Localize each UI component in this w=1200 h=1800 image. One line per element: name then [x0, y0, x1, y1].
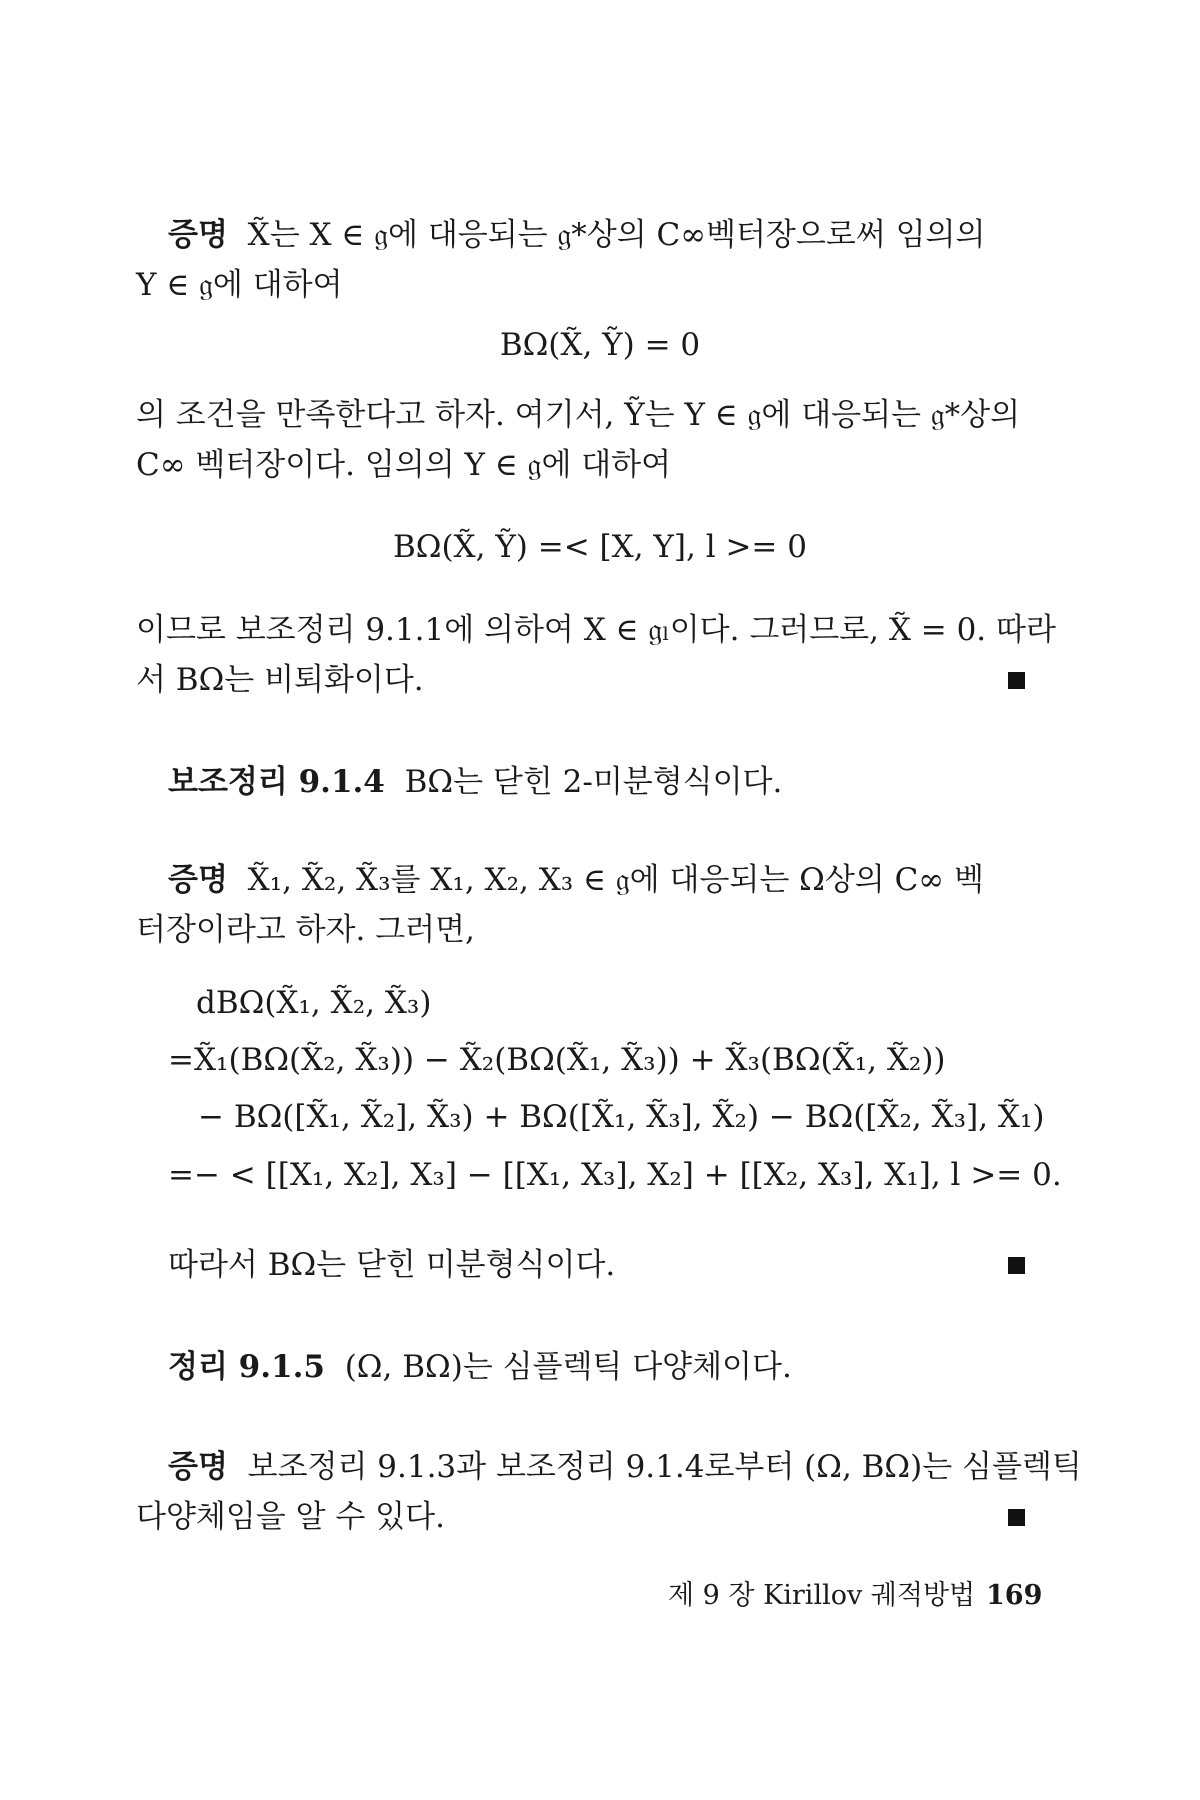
- theorem-label: 정리 9.1.5: [168, 1349, 325, 1385]
- proof1-text1: X̃는 X ∈ 𝔤에 대응되는 𝔤*상의 C∞벡터장으로써 임의의: [247, 217, 986, 253]
- proof1-line5: 이므로 보조정리 9.1.1에 의하여 X ∈ 𝔤ₗ이다. 그러므로, X̃ = 0. 따라: [136, 612, 1056, 648]
- proof2-line1: [168, 860, 1068, 900]
- equation-nondegenerate-condition: BΩ(X̃, Ỹ) = 0: [499, 327, 701, 363]
- proof3-text1: 보조정리 9.1.3과 보조정리 9.1.4로부터 (Ω, BΩ)는 심플렉틱: [247, 1449, 1082, 1485]
- equation-expansion-line2: − BΩ([X̃₁, X̃₂], X̃₃) + BΩ([X̃₁, X̃₃], X̃₂) − BΩ([X̃₂, X̃₃], X̃₁): [198, 1099, 1045, 1135]
- proof2-line3: 따라서 BΩ는 닫힌 미분형식이다.: [168, 1247, 616, 1283]
- equation-jacobi-identity: =− < [[X₁, X₂], X₃] − [[X₁, X₃], X₂] + [[X₂, X₃], X₁], l >= 0.: [168, 1157, 1062, 1193]
- lemma-9-1-4: [168, 762, 1068, 802]
- proof3-head: 증명: [168, 1449, 228, 1485]
- proof1-line4: C∞ 벡터장이다. 임의의 Y ∈ 𝔤에 대하여: [136, 447, 672, 483]
- proof3-line2: 다양체임을 알 수 있다.: [136, 1499, 445, 1535]
- proof1-line3: 의 조건을 만족한다고 하자. 여기서, Ỹ는 Y ∈ 𝔤에 대응되는 𝔤*상의: [136, 397, 1021, 433]
- qed-square-icon: [1008, 1509, 1025, 1526]
- equation-bracket-pairing: BΩ(X̃, Ỹ) =< [X, Y], l >= 0: [392, 529, 807, 565]
- running-footer-chapter: 제 9 장 Kirillov 궤적방법: [668, 1580, 976, 1611]
- lemma-text: BΩ는 닫힌 2-미분형식이다.: [404, 764, 783, 800]
- theorem-text: (Ω, BΩ)는 심플렉틱 다양체이다.: [344, 1349, 792, 1385]
- proof1-line6: 서 BΩ는 비퇴화이다.: [136, 662, 424, 698]
- proof1-head: 증명: [168, 217, 228, 253]
- theorem-9-1-5: [168, 1347, 1068, 1387]
- proof2-head: 증명: [168, 862, 228, 898]
- proof1-line2: Y ∈ 𝔤에 대하여: [136, 267, 343, 303]
- equation-exterior-derivative: dBΩ(X̃₁, X̃₂, X̃₃): [196, 985, 432, 1021]
- proof2-line2: 터장이라고 하자. 그러면,: [136, 912, 475, 948]
- lemma-label: 보조정리 9.1.4: [168, 764, 385, 800]
- qed-square-icon: [1008, 672, 1025, 689]
- proof1-line1: [168, 215, 1068, 255]
- qed-square-icon: [1008, 1257, 1025, 1274]
- equation-expansion-line1: =X̃₁(BΩ(X̃₂, X̃₃)) − X̃₂(BΩ(X̃₁, X̃₃)) + X̃₃(BΩ(X̃₁, X̃₂)): [168, 1042, 946, 1078]
- proof3-line1: [168, 1447, 1082, 1487]
- proof2-text1: X̃₁, X̃₂, X̃₃를 X₁, X₂, X₃ ∈ 𝔤에 대응되는 Ω상의 C∞ 벡: [247, 862, 984, 898]
- page-number: 169: [986, 1580, 1043, 1611]
